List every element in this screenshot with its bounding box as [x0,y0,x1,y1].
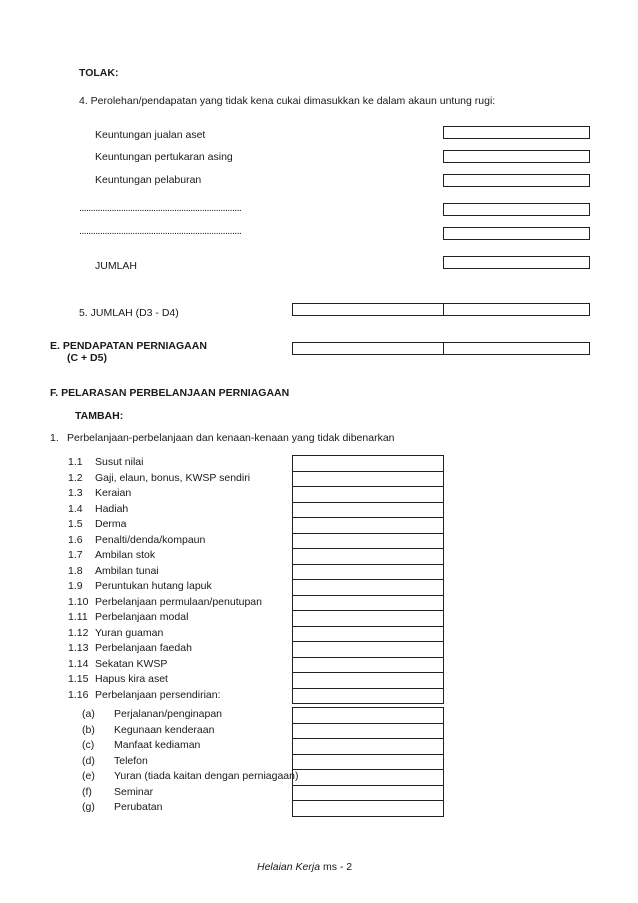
grid-row-line [292,595,444,596]
item-number: 1.12 [68,626,89,639]
item-label: Perbelanjaan persendirian: [95,688,221,701]
item-number: 1.7 [68,549,83,561]
grid-row-line [292,564,444,565]
item-label: Perbelanjaan faedah [95,642,192,654]
item-label: Perbelanjaan modal [95,611,189,623]
item-number: (a) [82,708,95,720]
grid-row-line [292,738,444,739]
item-number: 1.8 [68,564,83,577]
tolak-heading: TOLAK: [79,67,119,79]
grid-row-line [292,785,444,786]
grid-row-line [292,754,444,755]
section-e-input-a[interactable] [292,342,444,355]
item-label: Keraian [95,487,132,499]
grid-row-line [292,688,444,689]
grid-row-line [292,548,444,549]
grid-row-line [292,533,444,534]
item-label: Perbelanjaan permulaan/penutupan [95,595,262,608]
item-number: 1.11 [68,611,88,623]
item-label: Gaji, elaun, bonus, KWSP sendiri [95,471,251,484]
grid-row-line [292,517,444,518]
item-1-number: 1. [50,432,59,444]
grid-row-line [292,486,444,487]
item-label: Manfaat kediaman [114,739,201,751]
dotted-input-1[interactable] [443,203,590,216]
item-label: Sekatan KWSP [95,657,168,670]
jumlah-label: JUMLAH [95,260,138,272]
tambah-heading: TAMBAH: [75,410,124,422]
grid-row-line [292,707,444,708]
item-label: Hapus kira aset [95,673,168,685]
item-label: Kegunaan kenderaan [114,723,215,736]
sub-input-1[interactable] [443,126,590,139]
grid-row-line [292,703,444,704]
item-label: Hadiah [95,502,129,515]
item-number: 1.1 [68,456,83,468]
item-label: Ambilan stok [95,549,156,561]
grid-row-line [292,723,444,724]
item-number: (g) [82,801,95,813]
sub-input-3[interactable] [443,174,590,187]
grid-row-line [292,471,444,472]
sub-label-3: Keuntungan pelaburan [95,174,202,186]
item-1-label: Perbelanjaan-perbelanjaan dan kenaan-kenaan yang tidak dibenarkan [67,432,395,444]
dotted-input-2[interactable] [443,227,590,240]
item-number: (d) [82,754,95,767]
grid-row-line [292,455,444,456]
item-number: 1.2 [68,471,83,484]
grid-row-line [292,502,444,503]
item-number: 1.16 [68,688,89,701]
section-e-input-b[interactable] [443,342,590,355]
item-number: 1.6 [68,533,83,546]
grid-row-line [292,657,444,658]
item-label: Telefon [114,754,148,767]
grid-row-line [292,816,444,817]
item-number: 1.13 [68,642,89,654]
item-label: Ambilan tunai [95,564,159,577]
sub-label-1: Keuntungan jualan aset [95,129,206,141]
item-5-input-a[interactable] [292,303,444,316]
jumlah-input[interactable] [443,256,590,269]
grid-row-line [292,626,444,627]
item-4-label: 4. Perolehan/pendapatan yang tidak kena cukai dimasukkan ke dalam akaun untung rugi: [79,95,496,107]
item-number: 1.3 [68,487,83,499]
grid-row-line [292,800,444,801]
sub-label-2: Keuntungan pertukaran asing [95,151,233,163]
section-f-title: F. PELARASAN PERBELANJAAN PERNIAGAAN [50,387,290,399]
item-label: Derma [95,518,127,530]
grid-row-line [292,641,444,642]
dotted-line-1: ...................................................................... [79,202,242,214]
item-number: (b) [82,723,95,736]
page-footer [257,861,352,873]
item-label: Susut nilai [95,456,144,468]
item-5-input-b[interactable] [443,303,590,316]
item-label: Perubatan [114,801,163,813]
item-label: Yuran guaman [95,626,164,639]
item-label: Perjalanan/penginapan [114,708,223,720]
item-5-label: 5. JUMLAH (D3 - D4) [79,307,179,319]
footer-italic: Helaian Kerja [257,861,321,873]
item-number: 1.5 [68,518,83,530]
grid-row-line [292,610,444,611]
section-e-subtitle: (C + D5) [67,352,107,364]
item-label: Peruntukan hutang lapuk [95,580,212,592]
section-e-title: E. PENDAPATAN PERNIAGAAN [50,340,207,352]
item-number: 1.4 [68,502,83,515]
item-label: Yuran (tiada kaitan dengan perniagaan) [114,770,299,782]
item-number: (f) [82,785,92,798]
item-number: 1.14 [68,657,89,670]
grid-row-line [292,769,444,770]
dotted-line-2: ...................................................................... [79,225,242,237]
item-number: (c) [82,739,95,751]
sub-input-2[interactable] [443,150,590,163]
grid-row-line [292,579,444,580]
item-number: 1.10 [68,595,89,608]
grid-row-line [292,672,444,673]
item-number: 1.15 [68,673,89,685]
footer-page: ms - 2 [320,861,353,873]
item-label: Penalti/denda/kompaun [95,533,206,546]
item-number: 1.9 [68,580,83,592]
item-number: (e) [82,770,95,782]
item-label: Seminar [114,785,154,798]
